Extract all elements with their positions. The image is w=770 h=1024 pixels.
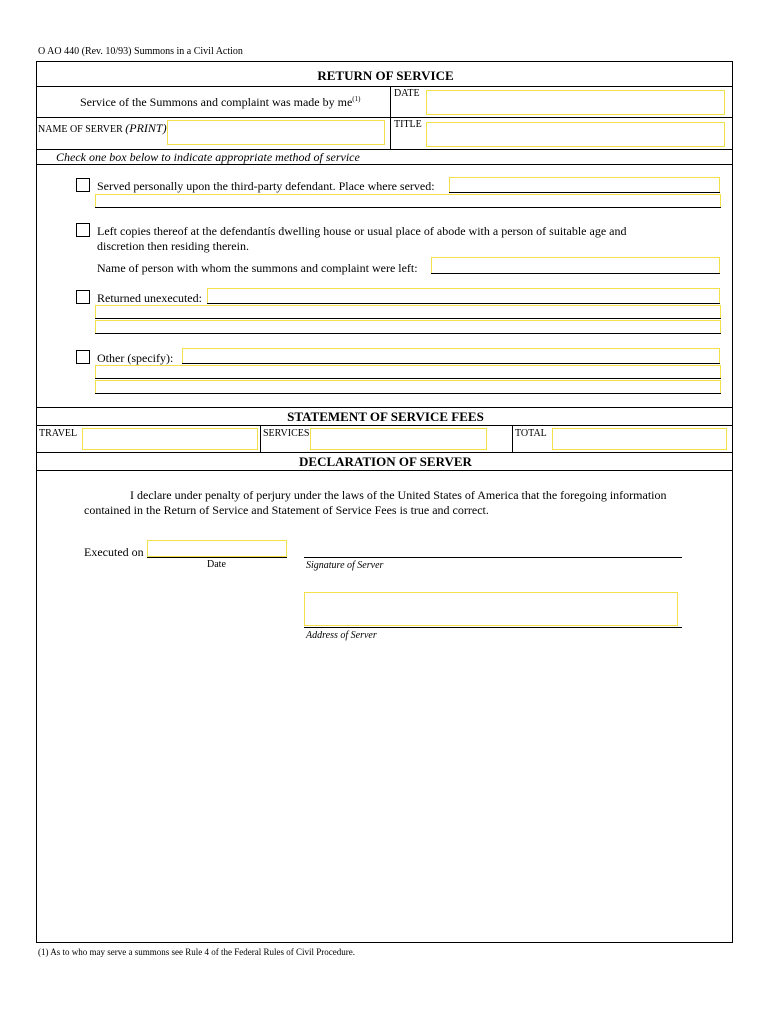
title-label: TITLE — [394, 119, 422, 130]
other-specify-label: Other (specify): — [97, 351, 174, 365]
other-checkbox[interactable] — [76, 350, 90, 364]
footnote: (1) As to who may serve a summons see Rule 4 of the Federal Rules of Civil Procedure. — [38, 947, 355, 957]
total-fee-field[interactable] — [552, 428, 727, 450]
left-copies-label-line1: Left copies thereof at the defendantís dwelling house or usual place of abode with a person of suitable age and — [97, 224, 627, 238]
served-personally-checkbox[interactable] — [76, 178, 90, 192]
divider — [260, 425, 261, 452]
address-caption: Address of Server — [306, 630, 377, 641]
server-name-field[interactable] — [167, 120, 385, 145]
served-personally-label: Served personally upon the third-party defendant. Place where served: — [97, 179, 435, 193]
underline — [449, 192, 720, 193]
services-fee-field[interactable] — [310, 428, 487, 450]
divider — [37, 425, 733, 426]
signature-line — [304, 557, 682, 558]
declaration-title: DECLARATION OF SERVER — [299, 454, 472, 469]
divider — [37, 117, 733, 118]
address-line — [304, 627, 682, 628]
divider — [37, 86, 733, 87]
underline — [207, 303, 720, 304]
method-instruction: Check one box below to indicate appropriate method of service — [56, 150, 360, 164]
returned-unexecuted-field[interactable] — [207, 288, 720, 304]
declaration-text-line2: contained in the Return of Service and Statement of Service Fees is true and correct. — [84, 503, 489, 517]
other-specify-field-2[interactable] — [95, 365, 721, 379]
return-of-service-title: RETURN OF SERVICE — [317, 68, 454, 83]
date-caption: Date — [207, 559, 226, 570]
underline — [95, 207, 721, 208]
service-fees-title: STATEMENT OF SERVICE FEES — [287, 409, 484, 424]
server-address-field[interactable] — [304, 592, 678, 626]
other-specify-field[interactable] — [182, 348, 720, 364]
left-with-label: Name of person with whom the summons and complaint were left: — [97, 261, 418, 275]
divider — [37, 470, 733, 471]
left-with-person-field[interactable] — [431, 257, 720, 274]
underline — [95, 393, 721, 394]
divider — [37, 452, 733, 453]
service-statement: Service of the Summons and complaint was made by $me^{(1)}$ — [80, 95, 361, 109]
form-identifier: O AO 440 (Rev. 10/93) Summons in a Civil Action — [38, 46, 243, 57]
left-copies-label-line2: discretion then residing therein. — [97, 239, 249, 253]
declaration-text-line1: I declare under penalty of perjury under the laws of the United States of America that the foregoing information — [130, 488, 667, 502]
divider — [512, 425, 513, 452]
travel-fee-field[interactable] — [82, 428, 258, 450]
travel-label: TRAVEL — [39, 428, 78, 439]
date-label: DATE — [394, 88, 420, 99]
underline — [431, 273, 720, 274]
services-label: SERVICES — [263, 428, 310, 439]
returned-unexecuted-label: Returned unexecuted: — [97, 291, 202, 305]
other-specify-field-3[interactable] — [95, 380, 721, 394]
executed-on-label: Executed on — [84, 545, 144, 559]
executed-date-field[interactable] — [147, 540, 287, 557]
divider — [37, 407, 733, 408]
divider — [37, 164, 733, 165]
server-name-label: NAME OF SERVER (PRINT) — [38, 121, 167, 135]
underline — [147, 557, 287, 558]
returned-unexecuted-checkbox[interactable] — [76, 290, 90, 304]
underline — [95, 318, 721, 319]
returned-unexecuted-field-2[interactable] — [95, 305, 721, 319]
left-copies-checkbox[interactable] — [76, 223, 90, 237]
place-served-field[interactable] — [449, 177, 720, 193]
signature-caption: Signature of Server — [306, 560, 384, 571]
returned-unexecuted-field-3[interactable] — [95, 320, 721, 334]
server-title-field[interactable] — [426, 122, 725, 147]
underline — [95, 378, 721, 379]
place-served-field-2[interactable] — [95, 194, 721, 208]
underline — [182, 363, 720, 364]
service-date-field[interactable] — [426, 90, 725, 115]
underline — [95, 333, 721, 334]
total-label: TOTAL — [515, 428, 547, 439]
